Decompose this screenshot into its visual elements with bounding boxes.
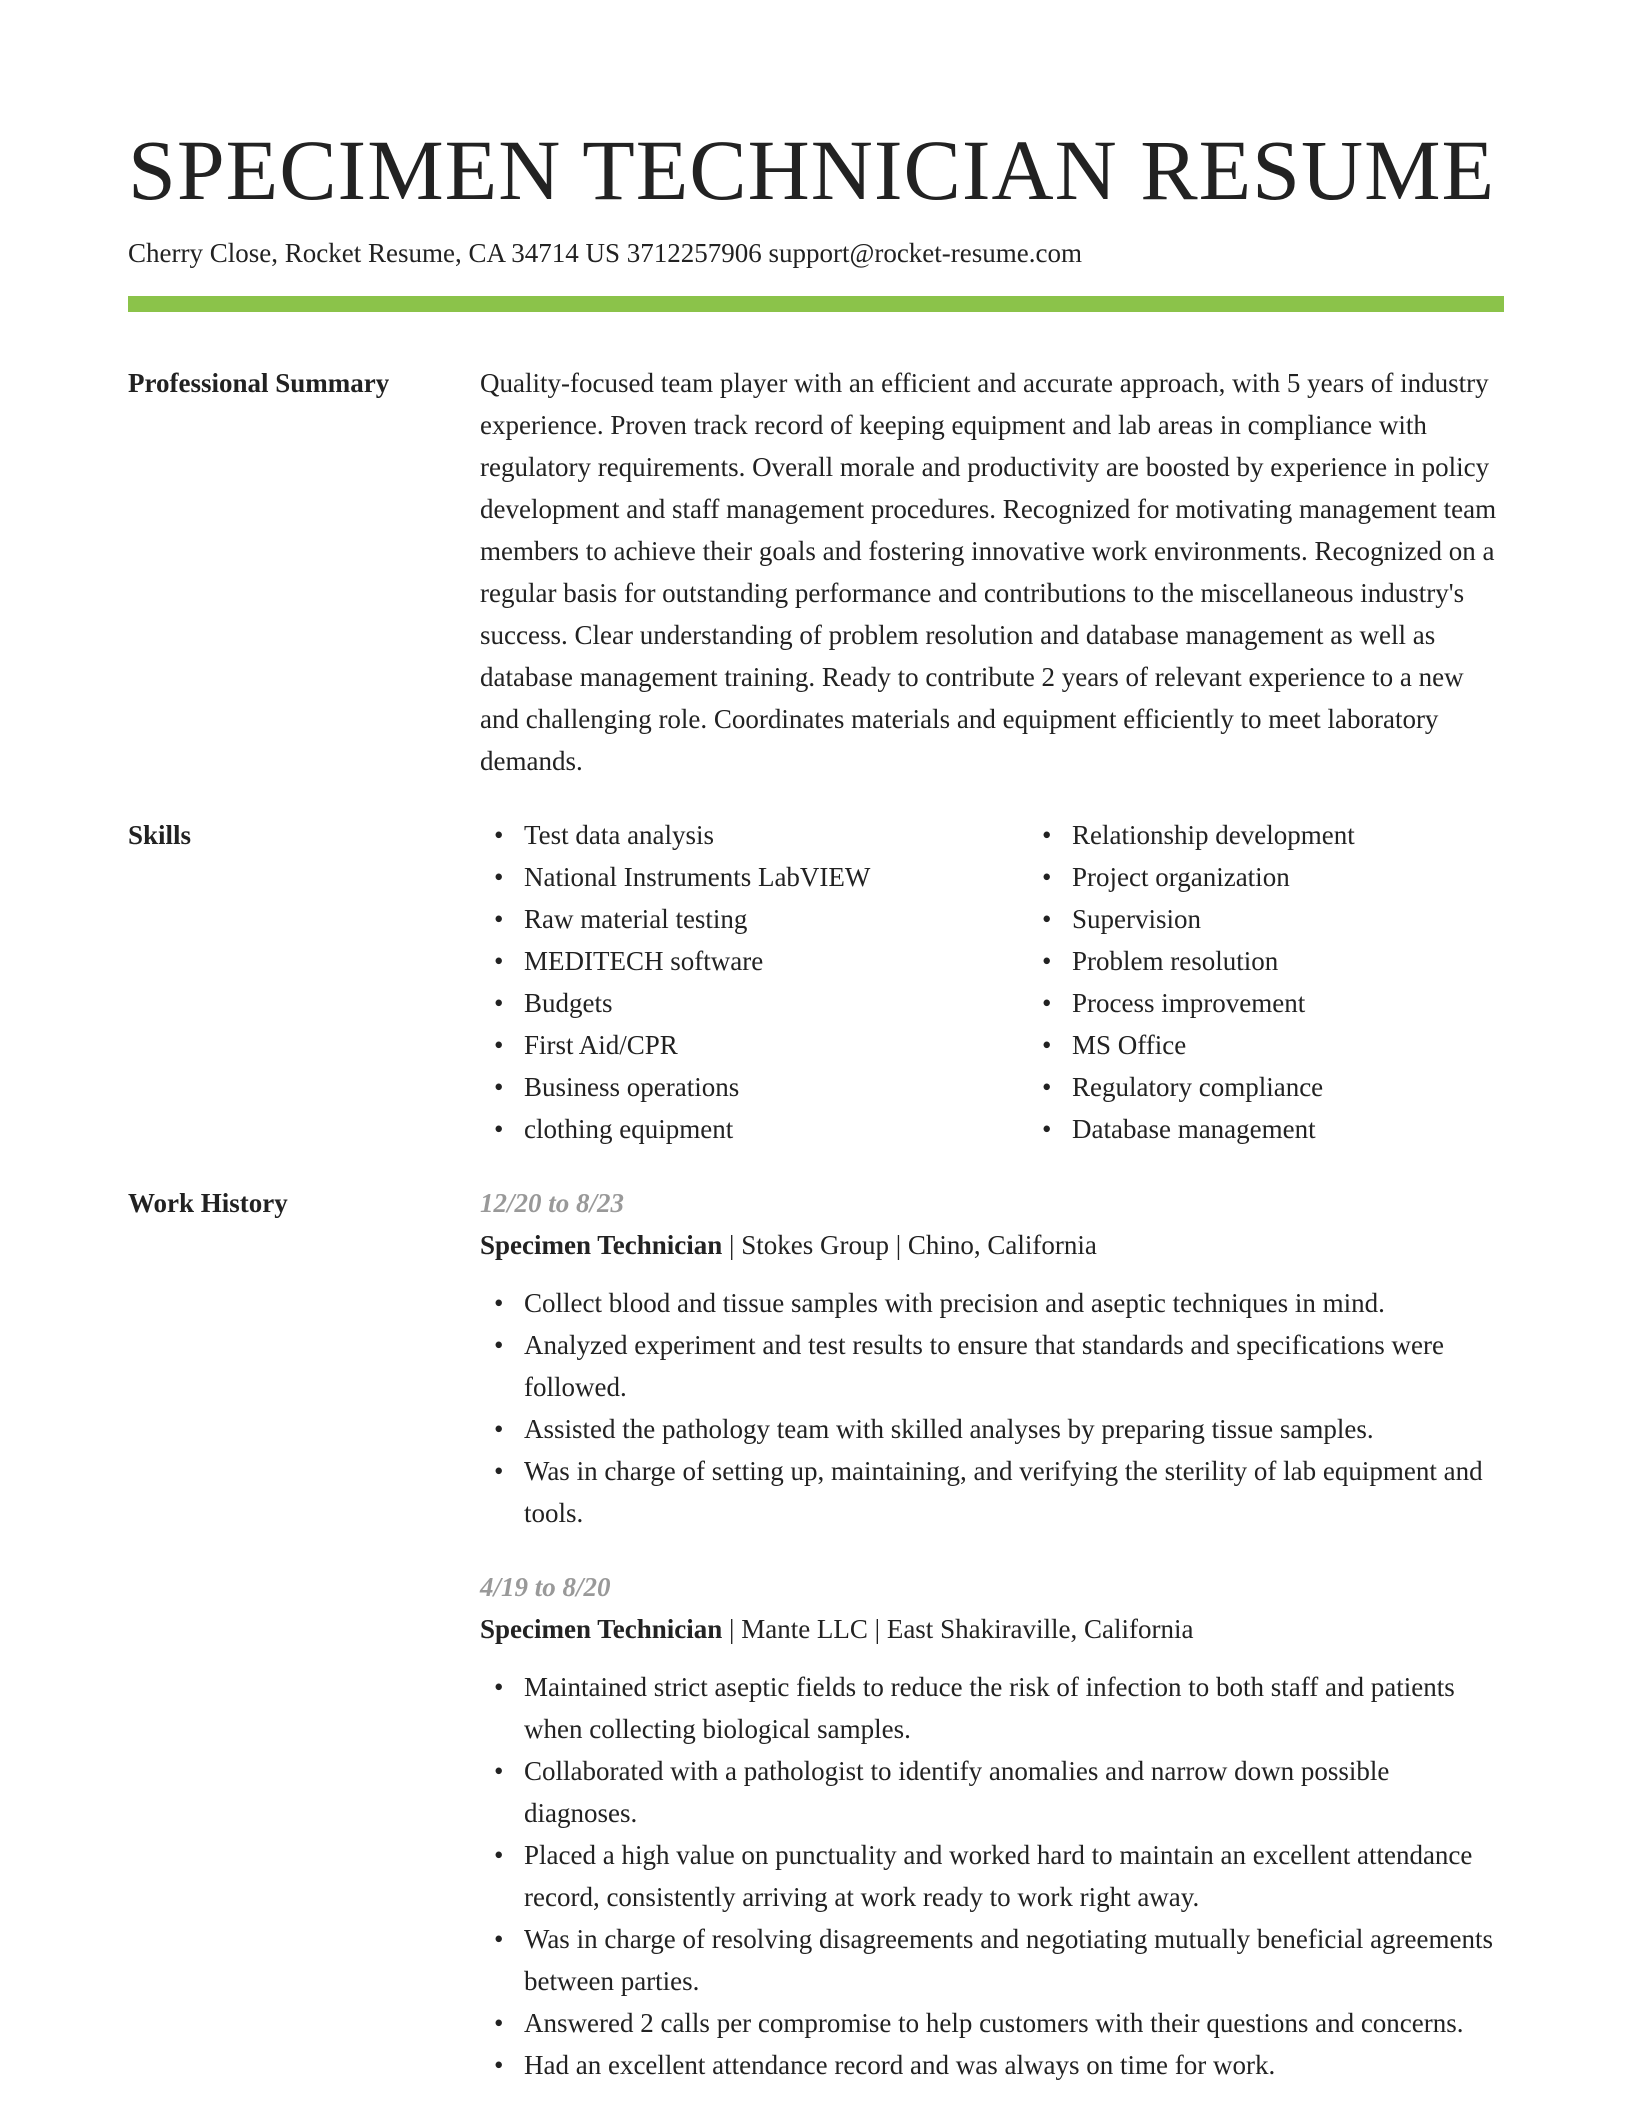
skill-item: • Database management: [1072, 1108, 1576, 1150]
job-title: Specimen Technician: [480, 1614, 723, 1644]
skill-item: • clothing equipment: [524, 1108, 1028, 1150]
summary-text: Quality-focused team player with an efficient and accurate approach, with 5 years of industry experience. Proven track record of keeping equipment and lab areas in compliance with regulatory requirements. Overall morale and productivity are boosted by experience in policy development and staff management procedures. Recognized for motivating management team members to achieve their goals and fostering innovative work environments. Recognized on a regular basis for outstanding performance and contributions to the miscellaneous industry's success. Clear understanding of problem resolution and database management as well as database management training. Ready to contribute 2 years of relevant experience to a new and challenging role. Coordinates materials and equipment efficiently to meet laboratory demands.: [480, 368, 1497, 776]
summary-heading: Professional Summary: [128, 368, 390, 398]
job-entry: [480, 1566, 1504, 2086]
job-duties: [480, 1666, 1504, 2086]
job-heading: [480, 1608, 1504, 1650]
job-duty: • Maintained strict aseptic fields to reduce the risk of infection to both staff and patients when collecting biological samples.: [524, 1666, 1504, 1750]
skill-item: • MS Office: [1072, 1024, 1576, 1066]
skills-heading: Skills: [128, 820, 192, 850]
skill-item: • Problem resolution: [1072, 940, 1576, 982]
job-title: Specimen Technician: [480, 1230, 723, 1260]
job-duty: • Answered 2 calls per compromise to help customers with their questions and concerns.: [524, 2002, 1504, 2044]
job-heading: [480, 1224, 1504, 1266]
summary-section: [128, 362, 1504, 782]
job-dates: 12/20 to 8/23: [480, 1188, 625, 1218]
skill-item: • National Instruments LabVIEW: [524, 856, 1028, 898]
work-history-body: [480, 1182, 1504, 2086]
skills-list-left: [480, 814, 1028, 1150]
skill-item: • Test data analysis: [524, 814, 1028, 856]
skill-item: • Business operations: [524, 1066, 1028, 1108]
job-duty: • Placed a high value on punctuality and worked hard to maintain an excellent attendance record, consistently arriving at work ready to work right away.: [524, 1834, 1504, 1918]
job-duty: • Analyzed experiment and test results to ensure that standards and specifications were followed.: [524, 1324, 1504, 1408]
job-entry: [480, 1182, 1504, 1534]
work-history-section: [128, 1182, 1504, 2086]
job-company-location: | Mante LLC | East Shakiraville, California: [722, 1614, 1194, 1644]
skill-item: • Process improvement: [1072, 982, 1576, 1024]
job-duty: • Was in charge of setting up, maintaining, and verifying the sterility of lab equipment and tools.: [524, 1450, 1504, 1534]
job-dates: 4/19 to 8/20: [480, 1572, 611, 1602]
work-history-heading: Work History: [128, 1188, 288, 1218]
job-duty: • Collaborated with a pathologist to identify anomalies and narrow down possible diagnoses.: [524, 1750, 1504, 1834]
job-duty: • Assisted the pathology team with skilled analyses by preparing tissue samples.: [524, 1408, 1504, 1450]
skills-section: [128, 814, 1504, 1150]
job-duty: • Had an excellent attendance record and was always on time for work.: [524, 2044, 1504, 2086]
skill-item: • First Aid/CPR: [524, 1024, 1028, 1066]
skill-item: • Relationship development: [1072, 814, 1576, 856]
accent-divider: [128, 296, 1504, 312]
skills-grid: [480, 814, 1576, 1150]
skills-list-right: [1028, 814, 1576, 1150]
skill-item: • Supervision: [1072, 898, 1576, 940]
job-duty: • Collect blood and tissue samples with precision and aseptic techniques in mind.: [524, 1282, 1504, 1324]
resume-title: SPECIMEN TECHNICIAN RESUME: [128, 122, 1496, 218]
skill-item: • Budgets: [524, 982, 1028, 1024]
job-duties: [480, 1282, 1504, 1534]
skill-item: • MEDITECH software: [524, 940, 1028, 982]
skill-item: • Raw material testing: [524, 898, 1028, 940]
summary-body: [480, 362, 1504, 782]
skill-item: • Project organization: [1072, 856, 1576, 898]
job-company-location: | Stokes Group | Chino, California: [722, 1230, 1097, 1260]
skill-item: • Regulatory compliance: [1072, 1066, 1576, 1108]
job-duty: • Was in charge of resolving disagreements and negotiating mutually beneficial agreements between parties.: [524, 1918, 1504, 2002]
contact-line: Cherry Close, Rocket Resume, CA 34714 US 3712257906 support@rocket-resume.com: [128, 238, 1082, 268]
